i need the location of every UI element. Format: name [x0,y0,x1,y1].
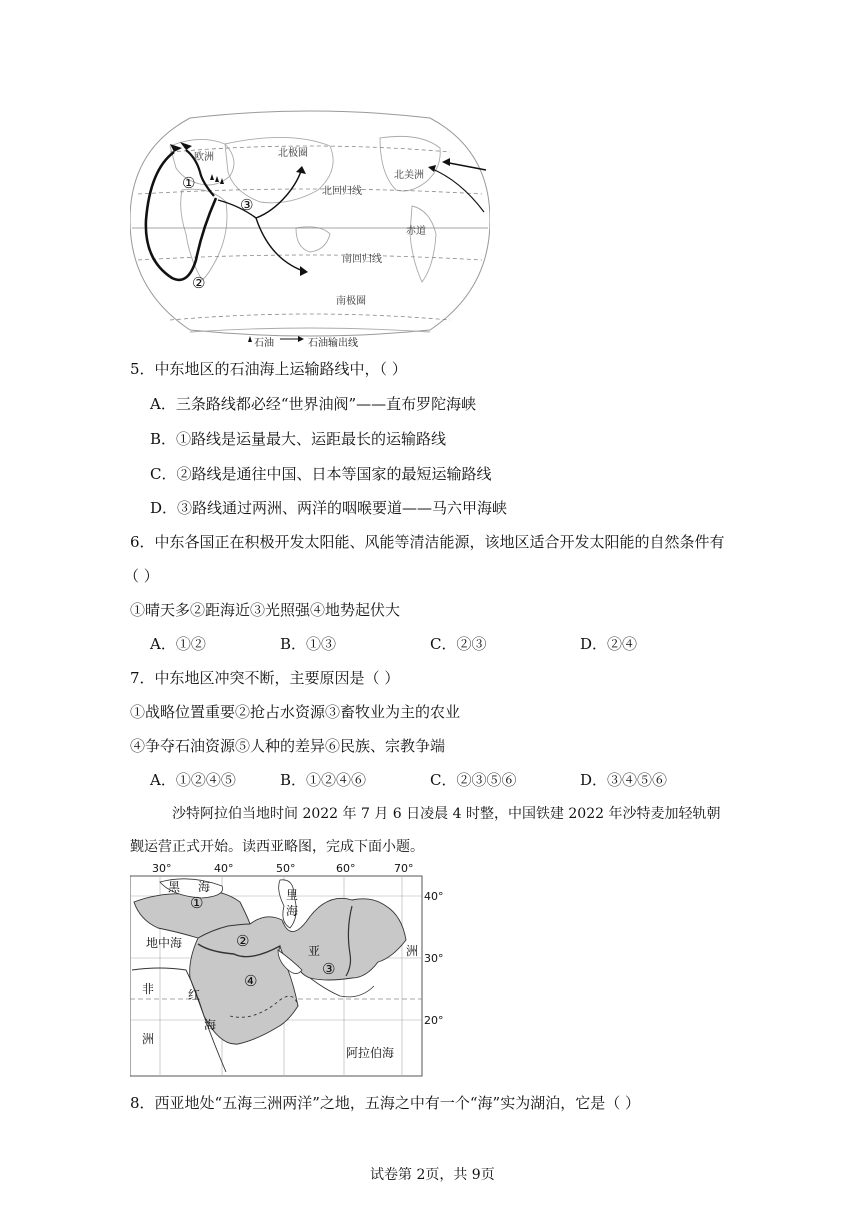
lon-tick-60: 60° [336,862,356,875]
label-region-4: ④ [244,972,258,990]
label-asia-1: 亚 [308,944,321,958]
label-equator: 赤道 [406,226,426,237]
lon-tick-30: 30° [152,862,172,875]
q5-option-a[interactable]: A．三条路线都必经“世界油阀”——直布罗陀海峡 [150,395,477,413]
label-caspian-1: 里 [286,888,299,902]
q7-option-c[interactable]: C．②③⑤⑥ [430,771,517,789]
label-mediterranean: 地中海 [146,936,183,950]
label-caspian-2: 海 [286,904,299,918]
q5-option-b[interactable]: B．①路线是运量最大、运距最长的运输路线 [150,430,447,448]
label-africa-2: 洲 [142,1032,155,1046]
q6-option-c[interactable]: C．②③ [430,635,487,653]
q7-items-line1: ①战略位置重要②抢占水资源③畜牧业为主的农业 [130,703,461,721]
q7-option-d[interactable]: D．③④⑤⑥ [580,771,668,789]
lat-tick-40: 40° [424,890,444,903]
passage-line-2: 觐运营正式开始。读西亚略图，完成下面小题。 [130,839,424,855]
world-map-svg [130,110,490,350]
lon-tick-70: 70° [394,862,414,875]
label-asia-2: 洲 [406,944,419,958]
lon-tick-50: 50° [276,862,296,875]
west-asia-map [130,862,444,1078]
passage-line-1: 沙特阿拉伯当地时间 2022 年 7 月 6 日凌晨 4 时整，中国铁建 2022 年沙特麦加轻轨朝 [172,806,721,822]
world-oil-route-map [130,110,490,350]
label-region-3: ③ [322,960,336,978]
label-arabian-sea: 阿拉伯海 [346,1046,395,1060]
legend-export-route-label: 石油输出线 [308,338,358,349]
q6-option-b[interactable]: B．①③ [280,635,337,653]
q5-stem: 5．中东地区的石油海上运输路线中，（ ） [130,360,407,378]
lat-tick-30: 30° [424,952,444,965]
label-route-1: ① [182,174,196,192]
label-black-sea-1: 黑 [168,880,181,894]
q5-option-d[interactable]: D．③路线通过两洲、两洋的咽喉要道——马六甲海峡 [150,499,508,517]
q5-option-c[interactable]: C．②路线是通往中国、日本等国家的最短运输路线 [150,465,492,483]
lon-tick-40: 40° [214,862,234,875]
label-tropic-capricorn: 南回归线 [342,254,382,265]
label-arctic-circle: 北极圈 [278,148,308,159]
label-africa-1: 非 [142,982,155,996]
label-region-1: ① [190,894,204,912]
label-red-sea-1: 红 [188,988,201,1002]
label-tropic-cancer: 北回归线 [322,186,362,197]
q6-option-a[interactable]: A．①② [150,635,206,653]
q7-option-a[interactable]: A．①②④⑤ [150,771,236,789]
lat-tick-20: 20° [424,1014,444,1027]
label-region-2: ② [236,932,250,950]
page-footer: 试卷第 2页，共 9页 [370,1167,495,1183]
label-route-3: ③ [240,196,254,214]
label-black-sea-2: 海 [198,880,211,894]
q7-option-b[interactable]: B．①②④⑥ [280,771,367,789]
q7-stem: 7．中东地区冲突不断，主要原因是（ ） [130,669,400,687]
label-north-america: 北美洲 [394,170,424,181]
q6-stem-paren: （ ） [124,567,159,585]
q6-stem: 6．中东各国正在积极开发太阳能、风能等清洁能源，该地区适合开发太阳能的自然条件有 [130,533,725,551]
q6-option-d[interactable]: D．②④ [580,635,638,653]
label-europe: 欧洲 [194,152,214,163]
q6-items: ①晴天多②距海近③光照强④地势起伏大 [130,601,401,619]
label-red-sea-2: 海 [204,1018,217,1032]
legend-oil-label: 石油 [254,338,274,349]
label-antarctic-circle: 南极圈 [336,296,366,307]
q7-items-line2: ④争夺石油资源⑤人种的差异⑥民族、宗教争端 [130,737,446,755]
q8-stem: 8．西亚地处“五海三洲两洋”之地，五海之中有一个“海”实为湖泊，它是（ ） [130,1094,640,1112]
label-route-2: ② [192,274,206,292]
